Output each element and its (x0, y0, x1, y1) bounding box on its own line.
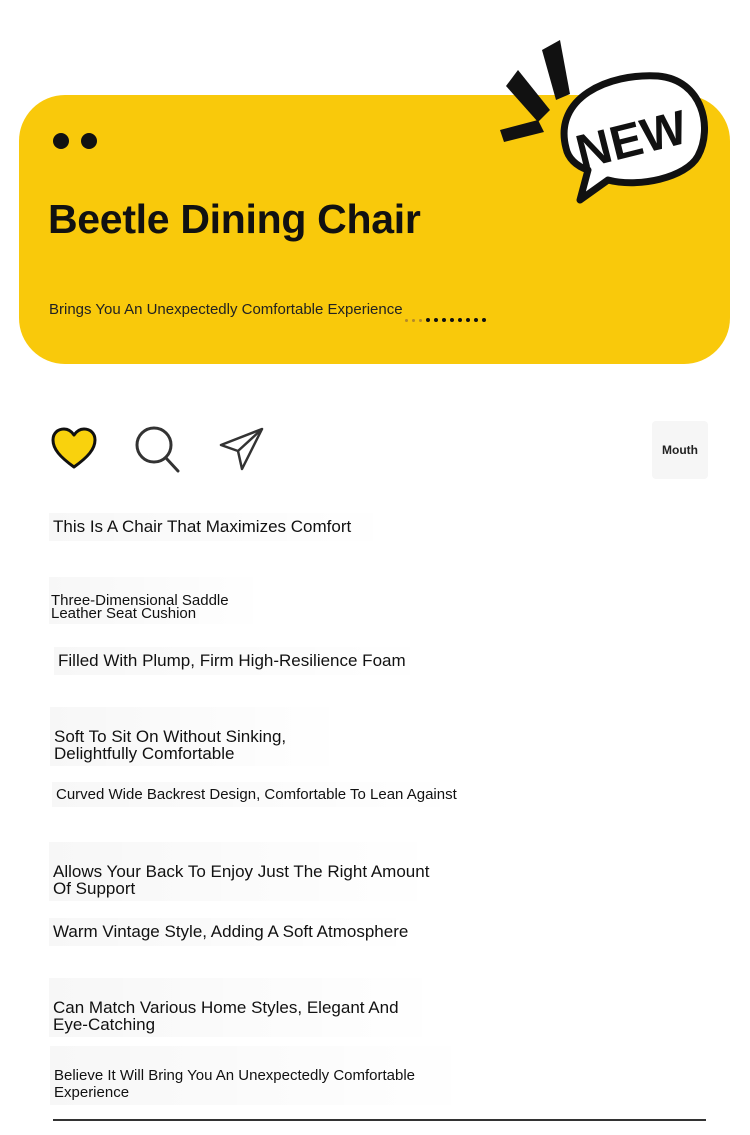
search-icon[interactable] (134, 425, 182, 473)
pager-dot[interactable] (482, 318, 486, 322)
feature-item (50, 707, 348, 766)
feature-text: Soft To Sit On Without Sinking, Delightfully Comfortable (54, 727, 287, 763)
pager-dot[interactable] (405, 319, 408, 322)
feature-item (49, 842, 442, 901)
pager-dot[interactable] (419, 319, 422, 322)
pager-dot[interactable] (450, 318, 454, 322)
feature-item (49, 577, 267, 624)
badge-label: NEW (570, 101, 693, 180)
feature-item (50, 1046, 478, 1105)
pager-dot[interactable] (474, 318, 478, 322)
feature-text: Warm Vintage Style, Adding A Soft Atmosphere (53, 922, 409, 941)
mouth-label[interactable]: Mouth (652, 421, 708, 479)
feature-text: Allows Your Back To Enjoy Just The Right Amount Of Support (53, 862, 430, 898)
pager-dot[interactable] (458, 318, 462, 322)
hero-dots-decoration (53, 133, 97, 149)
pager-dot[interactable] (426, 318, 430, 322)
dot-icon (81, 133, 97, 149)
feature-text: Three-Dimensional Saddle Leather Seat Cushion (51, 592, 229, 622)
feature-item (54, 647, 434, 675)
feature-text: This Is A Chair That Maximizes Comfort (53, 517, 352, 536)
dot-icon (53, 133, 69, 149)
feature-text: Filled With Plump, Firm High-Resilience Foam (58, 651, 406, 670)
pager-dot[interactable] (442, 318, 446, 322)
carousel-pager[interactable] (405, 318, 486, 322)
page-title: Beetle Dining Chair (48, 196, 421, 242)
heart-icon[interactable] (50, 425, 98, 473)
bottom-divider (53, 1119, 706, 1121)
feature-item (49, 513, 395, 541)
feature-item (52, 782, 466, 807)
new-badge (498, 38, 708, 208)
feature-item (49, 978, 447, 1037)
feature-text: Believe It Will Bring You An Unexpectedly Comfortable Experience (54, 1067, 416, 1101)
pager-dot[interactable] (412, 319, 415, 322)
send-icon[interactable] (218, 425, 266, 473)
hero-subtitle: Brings You An Unexpectedly Comfortable Experience (49, 301, 403, 318)
pager-dot[interactable] (466, 318, 470, 322)
feature-text: Curved Wide Backrest Design, Comfortable To Lean Against (56, 786, 457, 803)
feature-text: Can Match Various Home Styles, Elegant And Eye-Catching (53, 998, 399, 1034)
pager-dot[interactable] (434, 318, 438, 322)
feature-item (49, 918, 419, 946)
action-bar (50, 425, 710, 475)
